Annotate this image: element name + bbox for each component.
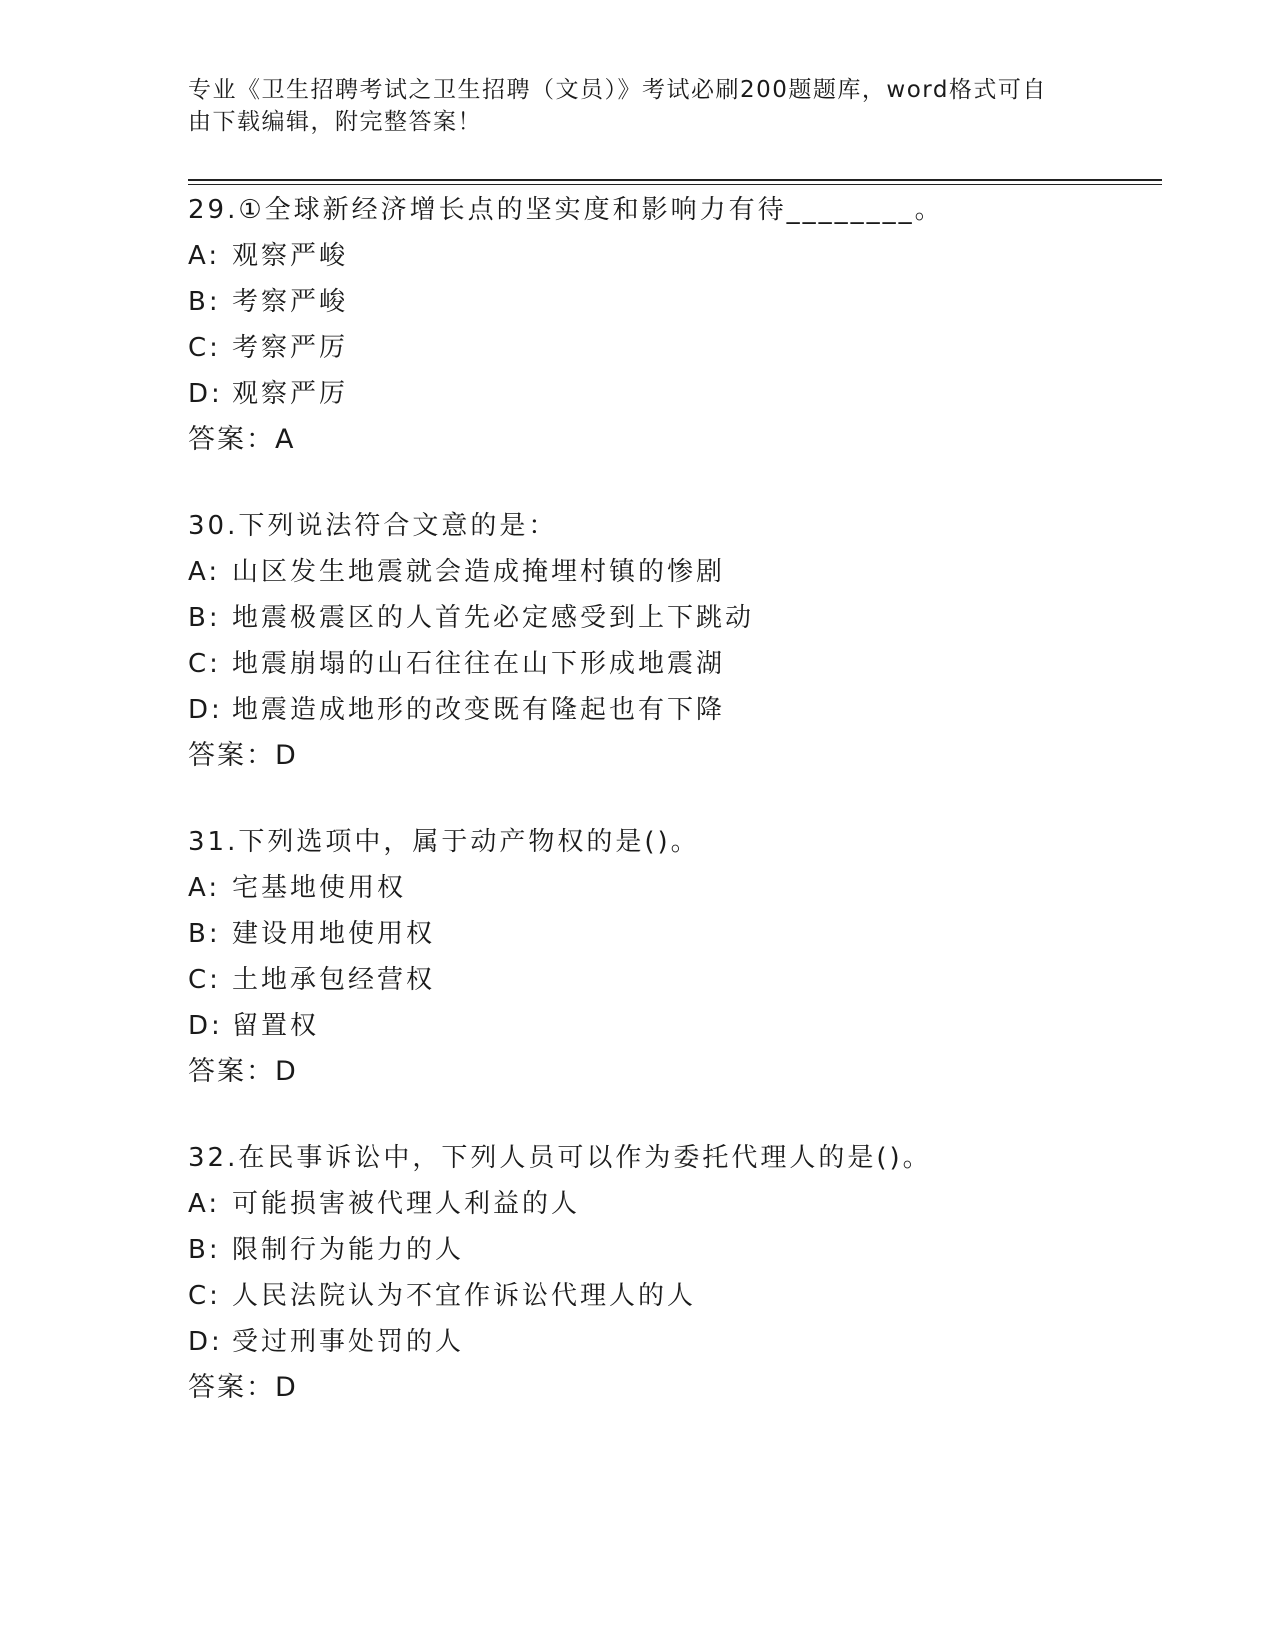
option-a bbox=[188, 1181, 1168, 1227]
option-b bbox=[188, 595, 1168, 641]
option-b bbox=[188, 911, 1168, 957]
option-d bbox=[188, 371, 1168, 417]
option-c bbox=[188, 957, 1168, 1003]
option-d bbox=[188, 1319, 1168, 1365]
option-c bbox=[188, 641, 1168, 687]
option-text: 宅基地使用权 bbox=[232, 873, 407, 903]
option-d bbox=[188, 687, 1168, 733]
option-letter: B: bbox=[188, 1235, 221, 1265]
option-text: 可能损害被代理人利益的人 bbox=[232, 1189, 581, 1219]
option-letter: C: bbox=[188, 649, 221, 679]
header-line-1: 专业《卫生招聘考试之卫生招聘（文员）》考试必刷200题题库，word格式可自 bbox=[188, 77, 1047, 103]
option-a bbox=[188, 549, 1168, 595]
option-letter: D: bbox=[188, 379, 223, 409]
option-text: 受过刑事处罚的人 bbox=[232, 1327, 465, 1357]
option-a bbox=[188, 865, 1168, 911]
document-header bbox=[188, 74, 1068, 138]
option-text: 地震崩塌的山石往往在山下形成地震湖 bbox=[232, 649, 726, 679]
option-text: 土地承包经营权 bbox=[232, 965, 436, 995]
option-letter: A: bbox=[188, 557, 221, 587]
question-stem: 30.下列说法符合文意的是： bbox=[188, 511, 558, 541]
option-letter: A: bbox=[188, 241, 221, 271]
question-31 bbox=[188, 819, 1168, 1095]
option-letter: B: bbox=[188, 287, 221, 317]
header-line-2: 由下载编辑，附完整答案！ bbox=[188, 109, 482, 135]
question-stem: 32.在民事诉讼中，下列人员可以作为委托代理人的是()。 bbox=[188, 1143, 932, 1173]
option-text: 人民法院认为不宜作诉讼代理人的人 bbox=[232, 1281, 697, 1311]
option-text: 考察严峻 bbox=[232, 287, 349, 317]
option-b bbox=[188, 279, 1168, 325]
answer-line: 答案：D bbox=[188, 740, 298, 771]
answer-line: 答案：A bbox=[188, 424, 296, 455]
question-stem: 29.①全球新经济增长点的坚实度和影响力有待________。 bbox=[188, 195, 944, 225]
option-d bbox=[188, 1003, 1168, 1049]
option-text: 地震极震区的人首先必定感受到上下跳动 bbox=[232, 603, 755, 633]
option-text: 限制行为能力的人 bbox=[232, 1235, 465, 1265]
option-letter: D: bbox=[188, 695, 223, 725]
option-c bbox=[188, 1273, 1168, 1319]
option-text: 留置权 bbox=[232, 1011, 320, 1041]
option-b bbox=[188, 1227, 1168, 1273]
question-30 bbox=[188, 503, 1168, 779]
header-divider-thin bbox=[188, 184, 1162, 185]
question-29 bbox=[188, 187, 1168, 463]
option-letter: C: bbox=[188, 965, 221, 995]
option-letter: B: bbox=[188, 919, 221, 949]
question-32 bbox=[188, 1135, 1168, 1411]
option-letter: A: bbox=[188, 1189, 221, 1219]
option-c bbox=[188, 325, 1168, 371]
question-stem: 31.下列选项中，属于动产物权的是()。 bbox=[188, 827, 700, 857]
option-a bbox=[188, 233, 1168, 279]
option-text: 山区发生地震就会造成掩埋村镇的惨剧 bbox=[232, 557, 726, 587]
option-letter: D: bbox=[188, 1011, 223, 1041]
answer-line: 答案：D bbox=[188, 1372, 298, 1403]
option-text: 地震造成地形的改变既有隆起也有下降 bbox=[232, 695, 726, 725]
option-text: 观察严峻 bbox=[232, 241, 349, 271]
option-letter: D: bbox=[188, 1327, 223, 1357]
header-divider-thick bbox=[188, 179, 1162, 181]
option-letter: A: bbox=[188, 873, 221, 903]
option-letter: C: bbox=[188, 333, 221, 363]
answer-line: 答案：D bbox=[188, 1056, 298, 1087]
option-text: 考察严厉 bbox=[232, 333, 349, 363]
option-letter: C: bbox=[188, 1281, 221, 1311]
option-letter: B: bbox=[188, 603, 221, 633]
option-text: 建设用地使用权 bbox=[232, 919, 436, 949]
option-text: 观察严厉 bbox=[232, 379, 349, 409]
